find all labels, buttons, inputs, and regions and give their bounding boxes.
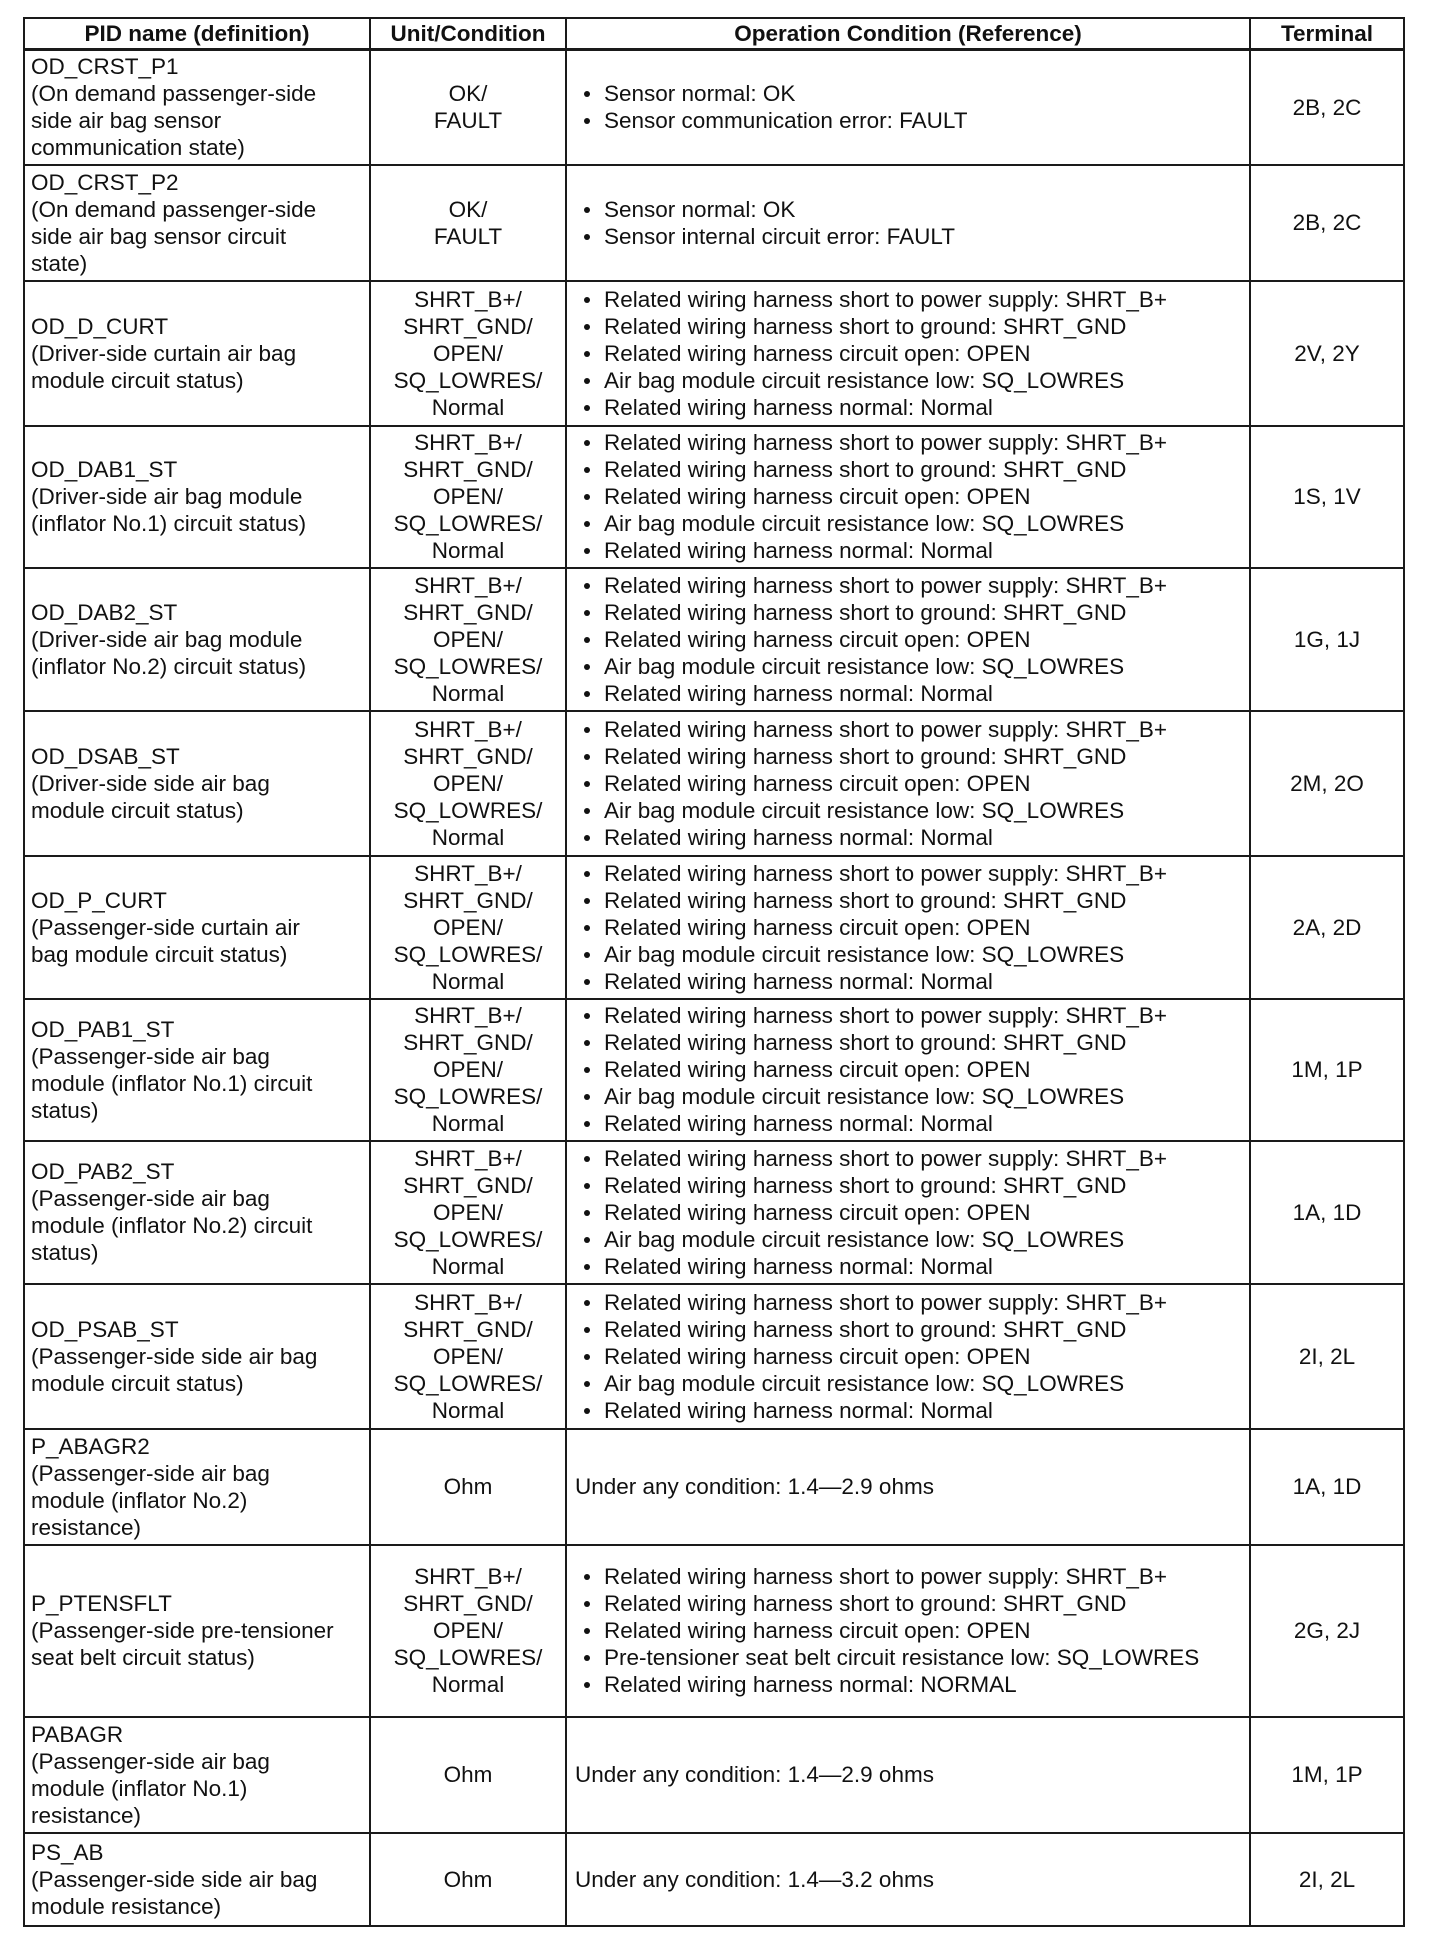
pid-definition-line: status)	[31, 1097, 99, 1123]
condition-item: Related wiring harness circuit open: OPEN	[575, 340, 1241, 367]
condition-item: Related wiring harness short to power supply: SHRT_B+	[575, 286, 1241, 313]
pid-definition-line: (Driver-side air bag module	[31, 484, 303, 509]
pid-definition-line: (Passenger-side side air bag	[31, 1866, 318, 1892]
unit-value: Normal	[431, 680, 505, 706]
unit-value: SHRT_GND/	[403, 1591, 533, 1616]
pid-id: OD_CRST_P2	[31, 169, 179, 195]
pid-name-cell	[24, 711, 370, 856]
unit-value: SQ_LOWRES/	[393, 1645, 543, 1670]
condition-item: Related wiring harness circuit open: OPEN	[575, 1199, 1241, 1226]
pid-id: OD_P_CURT	[31, 887, 167, 913]
pid-definition-line: (Driver-side curtain air bag	[31, 340, 297, 366]
unit-value: OPEN/	[432, 626, 504, 652]
condition-item: Related wiring harness short to ground: SHRT_GND	[575, 1316, 1241, 1343]
unit-value: SQ_LOWRES/	[393, 1084, 543, 1109]
condition-list	[575, 1289, 1241, 1424]
header-pid-name: PID name (definition)	[24, 18, 370, 50]
pid-id: OD_D_CURT	[31, 313, 169, 339]
condition-item: Air bag module circuit resistance low: SQ_LOWRES	[575, 1226, 1241, 1253]
unit-value: OPEN/	[432, 1343, 504, 1369]
condition-text: Under any condition: 1.4—3.2 ohms	[575, 1866, 934, 1892]
unit-value: Normal	[431, 968, 505, 994]
unit-value: SHRT_GND/	[403, 313, 533, 339]
unit-value: SHRT_GND/	[403, 1172, 533, 1198]
pid-id: PABAGR	[31, 1721, 124, 1747]
pid-definition-line: (On demand passenger-side	[31, 81, 317, 107]
pid-id: OD_PAB1_ST	[31, 1016, 175, 1042]
unit-value: SHRT_B+/	[414, 1003, 522, 1028]
unit-condition-cell	[370, 1284, 566, 1429]
unit-condition-cell	[370, 1833, 566, 1926]
condition-item: Related wiring harness short to power supply: SHRT_B+	[575, 1289, 1241, 1316]
pid-id: OD_PAB2_ST	[31, 1159, 175, 1184]
pid-name-cell	[24, 1429, 370, 1545]
terminal-cell: 2B, 2C	[1250, 165, 1404, 281]
pid-definition-line: (inflator No.1) circuit status)	[31, 511, 307, 536]
pid-reference-page	[23, 17, 1403, 1927]
pid-definition-line: (inflator No.2) circuit status)	[31, 653, 307, 679]
pid-name-cell	[24, 50, 370, 165]
header-unit-condition: Unit/Condition	[370, 18, 566, 50]
unit-value: Ohm	[443, 1474, 493, 1499]
condition-list	[575, 80, 1241, 134]
table-row	[24, 999, 1404, 1141]
unit-value: Normal	[431, 824, 505, 850]
pid-name-cell	[24, 856, 370, 999]
condition-item: Related wiring harness short to power supply: SHRT_B+	[575, 572, 1241, 599]
condition-item: Related wiring harness normal: Normal	[575, 394, 1241, 421]
terminal-cell: 2B, 2C	[1250, 50, 1404, 165]
condition-item: Air bag module circuit resistance low: SQ_LOWRES	[575, 941, 1241, 968]
pid-definition-line: seat belt circuit status)	[31, 1645, 255, 1670]
operation-condition-cell	[566, 426, 1250, 568]
pid-definition-line: (Passenger-side air bag	[31, 1043, 270, 1069]
unit-condition-cell	[370, 281, 566, 426]
table-row	[24, 856, 1404, 999]
pid-definition-line: module resistance)	[31, 1893, 222, 1919]
terminal-cell: 1A, 1D	[1250, 1141, 1404, 1284]
table-header	[24, 18, 1404, 50]
table-row	[24, 50, 1404, 165]
condition-item: Related wiring harness normal: Normal	[575, 968, 1241, 995]
condition-list	[575, 1145, 1241, 1280]
pid-definition-line: (Passenger-side air bag	[31, 1186, 270, 1211]
pid-definition-line: module circuit status)	[31, 797, 244, 823]
unit-value: SHRT_B+/	[414, 286, 522, 312]
table-row	[24, 568, 1404, 711]
condition-item: Air bag module circuit resistance low: SQ_LOWRES	[575, 653, 1241, 680]
header-operation-condition: Operation Condition (Reference)	[566, 18, 1250, 50]
unit-value: OPEN/	[432, 340, 504, 366]
condition-list	[575, 1563, 1241, 1698]
unit-value: OPEN/	[432, 484, 504, 509]
table-row	[24, 1284, 1404, 1429]
unit-condition-cell	[370, 711, 566, 856]
pid-definition-line: (Passenger-side pre-tensioner	[31, 1618, 334, 1643]
condition-text: Under any condition: 1.4—2.9 ohms	[575, 1474, 934, 1499]
pid-definition-line: (Passenger-side curtain air	[31, 914, 300, 940]
condition-item: Related wiring harness normal: NORMAL	[575, 1671, 1241, 1698]
condition-item: Related wiring harness short to ground: SHRT_GND	[575, 313, 1241, 340]
pid-definition-line: (Passenger-side air bag	[31, 1748, 270, 1774]
condition-item: Related wiring harness normal: Normal	[575, 1253, 1241, 1280]
condition-item: Related wiring harness short to power supply: SHRT_B+	[575, 1563, 1241, 1590]
unit-value: SHRT_GND/	[403, 599, 533, 625]
unit-condition-cell	[370, 1429, 566, 1545]
terminal-cell: 2V, 2Y	[1250, 281, 1404, 426]
unit-value: Normal	[431, 1672, 505, 1697]
operation-condition-cell	[566, 165, 1250, 281]
condition-item: Related wiring harness short to power supply: SHRT_B+	[575, 429, 1241, 456]
unit-value: Normal	[431, 394, 505, 420]
condition-item: Related wiring harness circuit open: OPEN	[575, 626, 1241, 653]
condition-item: Related wiring harness circuit open: OPEN	[575, 1617, 1241, 1644]
unit-value: SHRT_B+/	[414, 1289, 522, 1315]
unit-value: OPEN/	[432, 914, 504, 940]
operation-condition-cell	[566, 1141, 1250, 1284]
operation-condition-cell	[566, 1833, 1250, 1926]
pid-definition-line: side air bag sensor circuit	[31, 223, 287, 249]
unit-value: OPEN/	[432, 1057, 504, 1082]
condition-item: Related wiring harness short to ground: SHRT_GND	[575, 743, 1241, 770]
condition-item: Related wiring harness short to power supply: SHRT_B+	[575, 860, 1241, 887]
condition-item: Related wiring harness circuit open: OPEN	[575, 770, 1241, 797]
unit-value: OPEN/	[432, 1199, 504, 1225]
header-terminal: Terminal	[1250, 18, 1404, 50]
unit-value: SQ_LOWRES/	[393, 1226, 543, 1252]
operation-condition-cell	[566, 856, 1250, 999]
unit-value: Normal	[431, 1397, 505, 1423]
terminal-cell: 1G, 1J	[1250, 568, 1404, 711]
condition-item: Related wiring harness short to power supply: SHRT_B+	[575, 1145, 1241, 1172]
terminal-cell: 1A, 1D	[1250, 1429, 1404, 1545]
unit-condition-cell	[370, 1545, 566, 1717]
condition-item: Related wiring harness short to ground: SHRT_GND	[575, 1590, 1241, 1617]
unit-value: SQ_LOWRES/	[393, 367, 543, 393]
pid-id: OD_DAB1_ST	[31, 457, 178, 482]
unit-value: OPEN/	[432, 770, 504, 796]
table-row	[24, 711, 1404, 856]
condition-item: Related wiring harness short to ground: SHRT_GND	[575, 1172, 1241, 1199]
condition-item: Related wiring harness short to power supply: SHRT_B+	[575, 1002, 1241, 1029]
unit-value: SHRT_B+/	[414, 860, 522, 886]
table-row	[24, 426, 1404, 568]
condition-item: Related wiring harness short to ground: SHRT_GND	[575, 887, 1241, 914]
unit-value: SHRT_B+/	[414, 430, 522, 455]
condition-item: Related wiring harness normal: Normal	[575, 1397, 1241, 1424]
pid-name-cell	[24, 1545, 370, 1717]
condition-item: Pre-tensioner seat belt circuit resistance low: SQ_LOWRES	[575, 1644, 1241, 1671]
pid-definition-line: (On demand passenger-side	[31, 196, 317, 222]
pid-definition-line: resistance)	[31, 1514, 142, 1540]
condition-item: Air bag module circuit resistance low: SQ_LOWRES	[575, 510, 1241, 537]
pid-definition-line: side air bag sensor	[31, 108, 222, 134]
pid-id: OD_DAB2_ST	[31, 599, 178, 625]
condition-list	[575, 196, 1241, 250]
pid-name-cell	[24, 281, 370, 426]
pid-id: OD_PSAB_ST	[31, 1316, 179, 1342]
unit-value: SHRT_B+/	[414, 716, 522, 742]
unit-value: FAULT	[433, 223, 503, 249]
pid-table	[23, 17, 1405, 1927]
condition-item: Related wiring harness normal: Normal	[575, 680, 1241, 707]
condition-item: Air bag module circuit resistance low: SQ_LOWRES	[575, 1083, 1241, 1110]
unit-condition-cell	[370, 999, 566, 1141]
unit-condition-cell	[370, 568, 566, 711]
pid-definition-line: module (inflator No.1) circuit	[31, 1070, 313, 1096]
table-row	[24, 281, 1404, 426]
pid-definition-line: module circuit status)	[31, 1370, 244, 1396]
pid-definition-line: (Passenger-side side air bag	[31, 1343, 318, 1369]
pid-name-cell	[24, 1833, 370, 1926]
condition-item: Air bag module circuit resistance low: SQ_LOWRES	[575, 1370, 1241, 1397]
operation-condition-cell	[566, 568, 1250, 711]
unit-value: SQ_LOWRES/	[393, 797, 543, 823]
condition-item: Related wiring harness circuit open: OPEN	[575, 483, 1241, 510]
condition-item: Related wiring harness circuit open: OPEN	[575, 1343, 1241, 1370]
pid-definition-line: module circuit status)	[31, 367, 244, 393]
condition-item: Sensor normal: OK	[575, 80, 1241, 107]
table-row	[24, 1141, 1404, 1284]
condition-item: Sensor internal circuit error: FAULT	[575, 223, 1241, 250]
terminal-cell: 2A, 2D	[1250, 856, 1404, 999]
pid-name-cell	[24, 165, 370, 281]
unit-value: Normal	[431, 1253, 505, 1279]
condition-item: Related wiring harness normal: Normal	[575, 1110, 1241, 1137]
condition-item: Related wiring harness short to ground: SHRT_GND	[575, 599, 1241, 626]
unit-value: SHRT_GND/	[403, 743, 533, 769]
pid-id: OD_DSAB_ST	[31, 743, 180, 769]
unit-value: SQ_LOWRES/	[393, 941, 543, 967]
unit-value: OPEN/	[432, 1618, 504, 1643]
table-row	[24, 1833, 1404, 1926]
condition-item: Related wiring harness normal: Normal	[575, 537, 1241, 564]
operation-condition-cell	[566, 50, 1250, 165]
pid-definition-line: (Driver-side air bag module	[31, 626, 303, 652]
unit-value: SQ_LOWRES/	[393, 1370, 543, 1396]
pid-definition-line: (Driver-side side air bag	[31, 770, 270, 796]
unit-value: Ohm	[443, 1866, 493, 1892]
condition-item: Sensor communication error: FAULT	[575, 107, 1241, 134]
pid-definition-line: (Passenger-side air bag	[31, 1460, 270, 1486]
condition-item: Air bag module circuit resistance low: SQ_LOWRES	[575, 367, 1241, 394]
condition-item: Air bag module circuit resistance low: SQ_LOWRES	[575, 797, 1241, 824]
table-row	[24, 1717, 1404, 1833]
terminal-cell: 2I, 2L	[1250, 1833, 1404, 1926]
unit-value: SHRT_B+/	[414, 1145, 522, 1171]
unit-value: SQ_LOWRES/	[393, 511, 543, 536]
pid-name-cell	[24, 999, 370, 1141]
terminal-cell: 1M, 1P	[1250, 999, 1404, 1141]
unit-condition-cell	[370, 1141, 566, 1284]
table-row	[24, 1429, 1404, 1545]
unit-value: SQ_LOWRES/	[393, 653, 543, 679]
pid-name-cell	[24, 1141, 370, 1284]
unit-value: OK/	[448, 81, 488, 107]
unit-value: OK/	[448, 196, 488, 222]
condition-item: Related wiring harness normal: Normal	[575, 824, 1241, 851]
condition-item: Related wiring harness short to ground: SHRT_GND	[575, 1029, 1241, 1056]
unit-condition-cell	[370, 856, 566, 999]
table-row	[24, 165, 1404, 281]
terminal-cell: 2I, 2L	[1250, 1284, 1404, 1429]
operation-condition-cell	[566, 1429, 1250, 1545]
unit-value: Ohm	[443, 1762, 493, 1787]
pid-id: P_ABAGR2	[31, 1433, 150, 1459]
operation-condition-cell	[566, 1545, 1250, 1717]
table-row	[24, 1545, 1404, 1717]
pid-id: P_PTENSFLT	[31, 1591, 172, 1616]
pid-definition-line: module (inflator No.2)	[31, 1487, 248, 1513]
operation-condition-cell	[566, 999, 1250, 1141]
condition-item: Related wiring harness short to ground: SHRT_GND	[575, 456, 1241, 483]
pid-name-cell	[24, 426, 370, 568]
condition-list	[575, 716, 1241, 851]
condition-list	[575, 429, 1241, 564]
pid-definition-line: resistance)	[31, 1802, 142, 1828]
unit-value: FAULT	[433, 108, 503, 134]
unit-value: SHRT_GND/	[403, 887, 533, 913]
table-body	[24, 50, 1404, 1926]
pid-id: OD_CRST_P1	[31, 54, 179, 80]
condition-item: Related wiring harness short to power supply: SHRT_B+	[575, 716, 1241, 743]
header-row	[24, 18, 1404, 50]
condition-text: Under any condition: 1.4—2.9 ohms	[575, 1762, 934, 1787]
unit-value: SHRT_GND/	[403, 1030, 533, 1055]
pid-name-cell	[24, 1717, 370, 1833]
condition-list	[575, 572, 1241, 707]
operation-condition-cell	[566, 281, 1250, 426]
pid-definition-line: communication state)	[31, 135, 245, 161]
operation-condition-cell	[566, 711, 1250, 856]
pid-definition-line: module (inflator No.1)	[31, 1775, 248, 1801]
unit-value: SHRT_GND/	[403, 457, 533, 482]
pid-name-cell	[24, 568, 370, 711]
unit-condition-cell	[370, 1717, 566, 1833]
unit-condition-cell	[370, 50, 566, 165]
operation-condition-cell	[566, 1717, 1250, 1833]
pid-name-cell	[24, 1284, 370, 1429]
condition-item: Related wiring harness circuit open: OPEN	[575, 914, 1241, 941]
unit-value: SHRT_GND/	[403, 1316, 533, 1342]
unit-condition-cell	[370, 165, 566, 281]
terminal-cell: 1M, 1P	[1250, 1717, 1404, 1833]
pid-definition-line: bag module circuit status)	[31, 941, 288, 967]
pid-id: PS_AB	[31, 1839, 104, 1865]
pid-definition-line: module (inflator No.2) circuit	[31, 1213, 313, 1238]
terminal-cell: 2G, 2J	[1250, 1545, 1404, 1717]
unit-condition-cell	[370, 426, 566, 568]
terminal-cell: 1S, 1V	[1250, 426, 1404, 568]
pid-definition-line: status)	[31, 1240, 99, 1265]
operation-condition-cell	[566, 1284, 1250, 1429]
unit-value: SHRT_B+/	[414, 1564, 522, 1589]
terminal-cell: 2M, 2O	[1250, 711, 1404, 856]
condition-list	[575, 860, 1241, 995]
unit-value: SHRT_B+/	[414, 572, 522, 598]
condition-item: Related wiring harness circuit open: OPEN	[575, 1056, 1241, 1083]
condition-item: Sensor normal: OK	[575, 196, 1241, 223]
unit-value: Normal	[431, 538, 505, 563]
pid-definition-line: state)	[31, 250, 88, 276]
unit-value: Normal	[431, 1111, 505, 1136]
condition-list	[575, 1002, 1241, 1137]
condition-list	[575, 286, 1241, 421]
